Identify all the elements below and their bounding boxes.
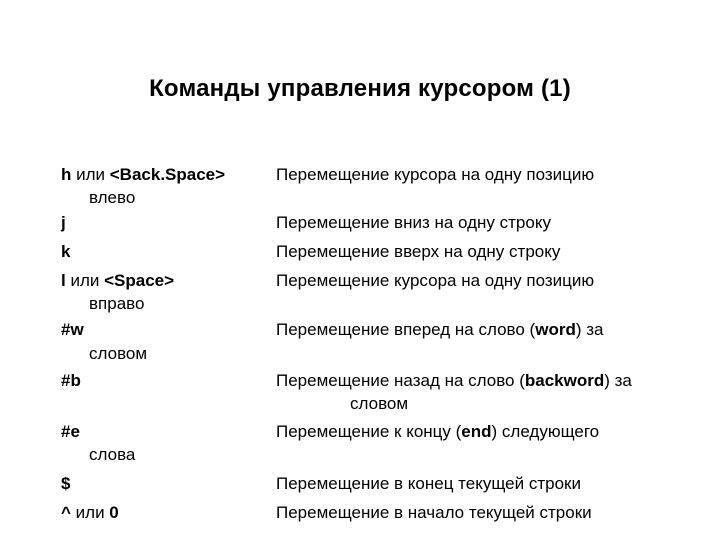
description-h: Перемещение курсора на одну позицию: [276, 165, 595, 184]
command-key: k: [61, 242, 71, 261]
description-keyword: end: [461, 422, 492, 441]
command-k: [61, 242, 70, 262]
command-key: ^: [61, 503, 71, 522]
command-separator: или: [71, 165, 110, 184]
description-text: ) следующего: [491, 422, 600, 441]
command-key: l: [61, 271, 66, 290]
command-key: h: [61, 165, 72, 184]
command-key: #w: [61, 320, 84, 339]
description-caret: Перемещение в начало текущей строки: [276, 503, 592, 522]
command-key: j: [61, 213, 66, 232]
command-key: $: [61, 474, 71, 493]
command-separator: или: [70, 503, 110, 522]
description-b: [276, 371, 632, 391]
command-key: <Back.Space>: [109, 165, 226, 184]
command-key: #e: [61, 422, 80, 441]
command-key: 0: [109, 503, 119, 522]
description-j: Перемещение вниз на одну строку: [276, 213, 551, 232]
description-keyword: word: [535, 320, 576, 339]
continuation-h: влево: [89, 188, 136, 207]
command-j: [61, 213, 66, 233]
continuation-l: вправо: [89, 294, 145, 313]
command-b: [61, 371, 81, 391]
command-e: [61, 422, 80, 442]
description-text: ) за: [604, 371, 632, 390]
description-l: Перемещение курсора на одну позицию: [276, 271, 595, 290]
command-h: [61, 165, 225, 185]
description-text: ) за: [575, 320, 604, 339]
command-key: #b: [61, 371, 81, 390]
description-text: Перемещение к концу (: [276, 422, 462, 441]
description-e: [276, 422, 599, 442]
description-dollar: Перемещение в конец текущей строки: [276, 474, 581, 493]
description-text: Перемещение вперед на слово (: [276, 320, 536, 339]
continuation-e: слова: [89, 445, 136, 464]
description-keyword: backword: [524, 371, 605, 390]
description-k: Перемещение вверх на одну строку: [276, 242, 561, 261]
description-b-line2: словом: [350, 394, 409, 413]
command-dollar: [61, 474, 70, 494]
description-text: Перемещение назад на слово (: [276, 371, 525, 390]
command-key: <Space>: [104, 271, 175, 290]
description-w: [276, 320, 603, 340]
slide-title: Команды управления курсором (1): [149, 75, 571, 102]
command-w: [61, 320, 84, 340]
command-separator: или: [65, 271, 105, 290]
command-l: [61, 271, 174, 291]
command-caret: [61, 503, 119, 523]
continuation-w: словом: [89, 344, 148, 363]
